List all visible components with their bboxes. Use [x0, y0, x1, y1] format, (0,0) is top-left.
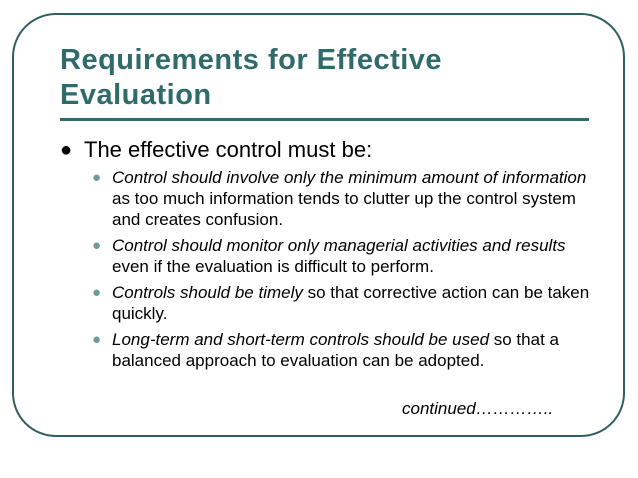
main-bullet	[60, 137, 600, 163]
sub-bullet-dot-icon: ●	[92, 331, 102, 348]
sub-bullet-dot-icon: ●	[92, 237, 102, 254]
sub-bullet-normal: so that a balanced approach to evaluation can be adopted.	[112, 330, 559, 370]
slide-title-line1: Requirements for Effective	[60, 44, 443, 76]
title-divider	[60, 118, 589, 121]
sub-bullet-text	[112, 167, 592, 230]
sub-bullet-item	[92, 167, 592, 230]
sub-bullet-text	[112, 329, 592, 371]
sub-bullet-item	[92, 329, 592, 371]
sub-bullet-normal: even if the evaluation is difficult to perform.	[112, 257, 434, 276]
slide-title	[60, 43, 580, 113]
sub-bullet-text	[112, 235, 592, 277]
sub-bullet-list	[92, 167, 592, 376]
sub-bullet-text	[112, 282, 592, 324]
sub-bullet-italic: Control should involve only the minimum amount of information	[112, 168, 587, 187]
sub-bullet-italic: Long-term and short-term controls should be used	[112, 330, 490, 349]
sub-bullet-item	[92, 235, 592, 277]
sub-bullet-normal: as too much information tends to clutter up the control system and creates confusion.	[112, 189, 576, 229]
main-bullet-dot-icon: ●	[60, 139, 73, 161]
main-bullet-text: The effective control must be:	[84, 137, 373, 162]
slide-title-line2: Evaluation	[60, 79, 212, 111]
sub-bullet-dot-icon: ●	[92, 284, 102, 301]
sub-bullet-italic: Control should monitor only managerial activities and results	[112, 236, 566, 255]
sub-bullet-italic: Controls should be timely	[112, 283, 303, 302]
sub-bullet-item	[92, 282, 592, 324]
sub-bullet-dot-icon: ●	[92, 169, 102, 186]
sub-bullet-normal: so that corrective action can be taken quickly.	[112, 283, 590, 323]
continued-note: continued…………..	[402, 399, 554, 418]
